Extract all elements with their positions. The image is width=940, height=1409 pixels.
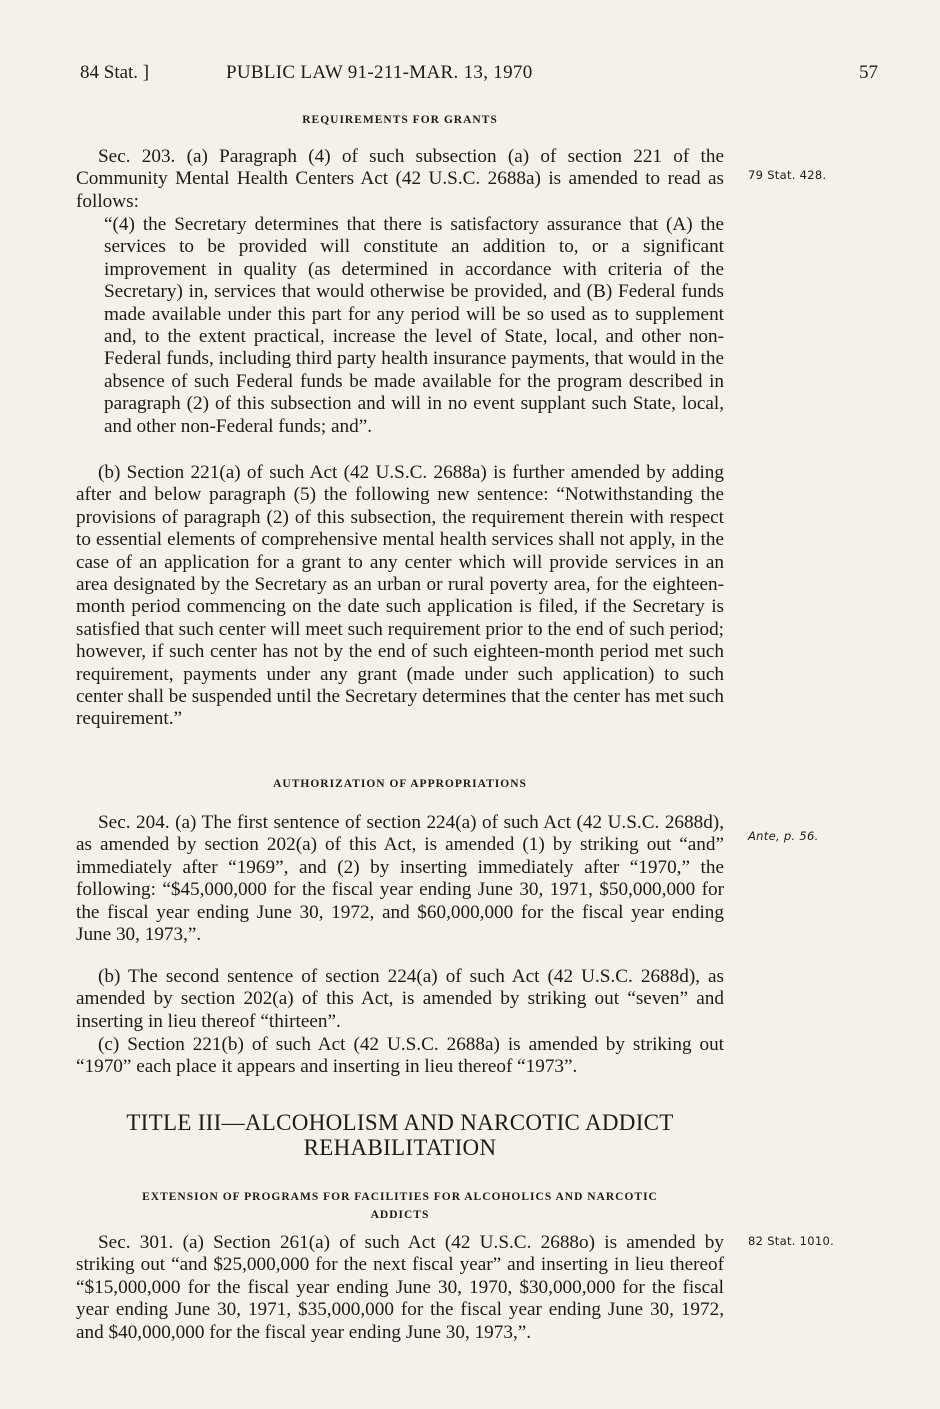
- sec204-c-paragraph: (c) Section 221(b) of such Act (42 U.S.C. 2688a) is amended by striking out “1970” each place it appears and inserting in lieu thereof “1973”.: [76, 1034, 724, 1078]
- law-title: PUBLIC LAW 91-211-MAR. 13, 1970: [226, 62, 533, 83]
- sec203-a-paragraph: Sec. 203. (a) Paragraph (4) of such subsection (a) of section 221 of the Community Mental Health Centers Act (42 U.S.C. 2688a) is amended to read as follows:: [76, 146, 724, 212]
- sec301-paragraph: Sec. 301. (a) Section 261(a) of such Act (42 U.S.C. 2688o) is amended by striking out “and $25,000,000 for the next fiscal year” and inserting in lieu thereof “$15,000,000 for the fiscal year ending June 30, 1970, $30,000,000 for the fiscal year ending June 30, 1971, $35,000,000 for the fiscal year ending June 30, 1972, and $40,000,000 for the fiscal year ending June 30, 1973,”.: [76, 1232, 724, 1343]
- title-iii-heading: TITLE III—ALCOHOLISM AND NARCOTIC ADDICT REHABILITATION: [126, 1110, 674, 1160]
- margin-note-79-stat: 79 Stat. 428.: [748, 168, 827, 182]
- margin-note-82-stat: 82 Stat. 1010.: [748, 1234, 835, 1248]
- sec204-b-paragraph: (b) The second sentence of section 224(a) of such Act (42 U.S.C. 2688d), as amended by section 202(a) of this Act, is amended by striking out “seven” and inserting in lieu thereof “thirteen”.: [76, 966, 724, 1032]
- requirements-heading: REQUIREMENTS FOR GRANTS: [302, 114, 498, 126]
- stat-reference: 84 Stat. ]: [80, 62, 150, 83]
- running-header: [80, 62, 878, 90]
- sec204-a-paragraph: Sec. 204. (a) The first sentence of section 224(a) of such Act (42 U.S.C. 2688d), as amended by section 202(a) of this Act, is amended (1) by striking out “and” immediately after “1969”, and (2) by inserting immediately after “1970,” the following: “$45,000,000 for the fiscal year ending June 30, 1971, $50,000,000 for the fiscal year ending June 30, 1972, and $60,000,000 for the fiscal year ending June 30, 1973,”.: [76, 812, 724, 946]
- appropriations-heading: AUTHORIZATION OF APPROPRIATIONS: [273, 778, 527, 790]
- extension-heading: EXTENSION OF PROGRAMS FOR FACILITIES FOR ALCOHOLICS AND NARCOTIC ADDICTS: [142, 1191, 658, 1221]
- margin-note-ante: Ante, p. 56.: [748, 829, 819, 843]
- page-number: 57: [859, 62, 878, 83]
- sec203-b-paragraph: (b) Section 221(a) of such Act (42 U.S.C. 2688a) is further amended by adding after and below paragraph (5) the following new sentence: “Notwithstanding the provisions of paragraph (2) of this subsection, the requirement therein with respect to essential elements of comprehensive mental health services shall not apply, in the case of an application for a grant to any center which will provide services in an area designated by the Secretary as an urban or rural poverty area, for the eighteen-month period commencing on the date such application is filed, if the Secretary is satisfied that such center will meet such requirement prior to the end of such period; however, if such center has not by the end of such eighteen-month period met such requirement, payments under any grant (made under such application) to such center shall be suspended until the Secretary determines that the center has met such requirement.”: [76, 462, 724, 730]
- sec203-quoted-paragraph: “(4) the Secretary determines that there is satisfactory assurance that (A) the services to be provided will constitute an addition to, or a significant improvement in quality (as determined in accordance with criteria of the Secretary) in, services that would otherwise be provided, and (B) Federal funds made available under this part for any period will be so used as to supplement and, to the extent practical, increase the level of State, local, and other non-Federal funds, including third party health insurance payments, that would in the absence of such Federal funds be made available for the program described in paragraph (2) of this subsection and will in no event supplant such State, local, and other non-Federal funds; and”.: [104, 214, 724, 437]
